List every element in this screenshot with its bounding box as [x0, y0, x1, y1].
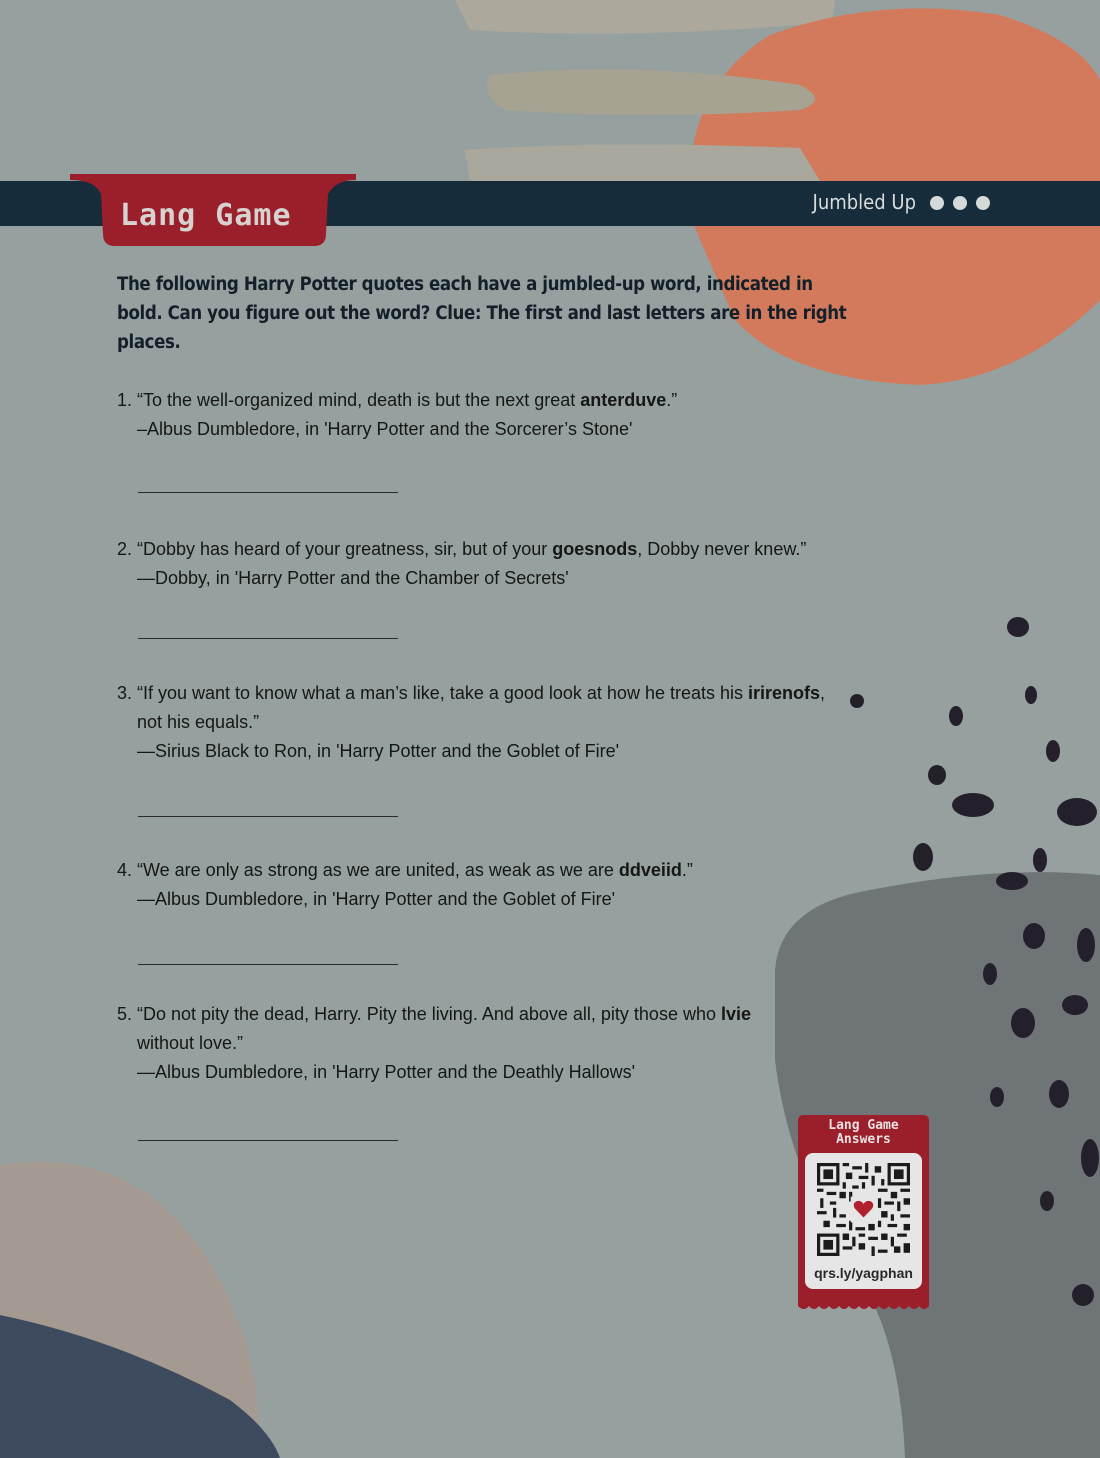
- answer-line-1[interactable]: [138, 492, 398, 493]
- dot: [930, 196, 944, 210]
- quote-text-end: .”: [666, 390, 678, 410]
- question-number: 5.: [117, 1004, 133, 1024]
- qr-title: [798, 1119, 929, 1147]
- question-5: [117, 1000, 751, 1087]
- answer-line-5[interactable]: [138, 1140, 398, 1141]
- answers-qr-card[interactable]: [798, 1115, 929, 1312]
- jumbled-word: lvie: [720, 1004, 752, 1024]
- jumbled-word: irirenofs: [748, 683, 821, 703]
- qr-title-line2: Answers: [836, 1132, 891, 1147]
- quote-attribution: —Dobby, in 'Harry Potter and the Chamber of Secrets': [137, 568, 569, 588]
- quote-text: “Dobby has heard of your greatness, sir, but of your: [137, 539, 553, 559]
- qr-url[interactable]: qrs.ly/yagphan: [814, 1265, 913, 1281]
- brand-tab: [70, 174, 356, 248]
- section-label: Jumbled Up: [812, 190, 916, 214]
- instructions-text: The following Harry Potter quotes each have a jumbled-up word, indicated in bold. Can you figure out the word? Clue: The first and last letters are in the right places.: [117, 274, 847, 353]
- quote-attribution: —Albus Dumbledore, in 'Harry Potter and the Deathly Hallows': [137, 1062, 636, 1082]
- question-1: [117, 386, 677, 444]
- quote-attribution: —Albus Dumbledore, in 'Harry Potter and the Goblet of Fire': [137, 889, 616, 909]
- dot: [976, 196, 990, 210]
- answer-line-4[interactable]: [138, 964, 398, 965]
- question-number: 1.: [117, 390, 133, 410]
- quote-text-end: ,: [820, 683, 826, 703]
- jumbled-word: anterduve: [580, 390, 667, 410]
- dot: [953, 196, 967, 210]
- jumbled-word: goesnods: [552, 539, 638, 559]
- quote-text: “Do not pity the dead, Harry. Pity the living. And above all, pity those who: [137, 1004, 721, 1024]
- question-number: 4.: [117, 860, 133, 880]
- question-4: [117, 856, 693, 914]
- question-3: [117, 679, 825, 766]
- question-2: [117, 535, 806, 593]
- question-number: 3.: [117, 683, 133, 703]
- answer-line-2[interactable]: [138, 638, 398, 639]
- brand-title: Lang Game: [120, 198, 292, 233]
- dots-indicator: [930, 196, 990, 210]
- quote-text: “To the well-organized mind, death is but the next great: [137, 390, 581, 410]
- quote-text-end: .”: [681, 860, 693, 880]
- quote-attribution: —Sirius Black to Ron, in 'Harry Potter and the Goblet of Fire': [137, 741, 620, 761]
- quote-text: “If you want to know what a man’s like, take a good look at how he treats his: [137, 683, 748, 703]
- quote-text-end: , Dobby never knew.”: [637, 539, 807, 559]
- qr-code-box[interactable]: [805, 1153, 922, 1289]
- qr-code-icon: [817, 1163, 910, 1256]
- qr-title-line1: Lang Game: [828, 1118, 899, 1133]
- quote-attribution: –Albus Dumbledore, in 'Harry Potter and the Sorcerer’s Stone': [137, 419, 633, 439]
- jumbled-word: ddveiid: [618, 860, 682, 880]
- answer-line-3[interactable]: [138, 816, 398, 817]
- quote-continuation: not his equals.”: [137, 712, 260, 732]
- question-number: 2.: [117, 539, 133, 559]
- quote-text: “We are only as strong as we are united, as weak as we are: [137, 860, 619, 880]
- quote-continuation: without love.”: [137, 1033, 244, 1053]
